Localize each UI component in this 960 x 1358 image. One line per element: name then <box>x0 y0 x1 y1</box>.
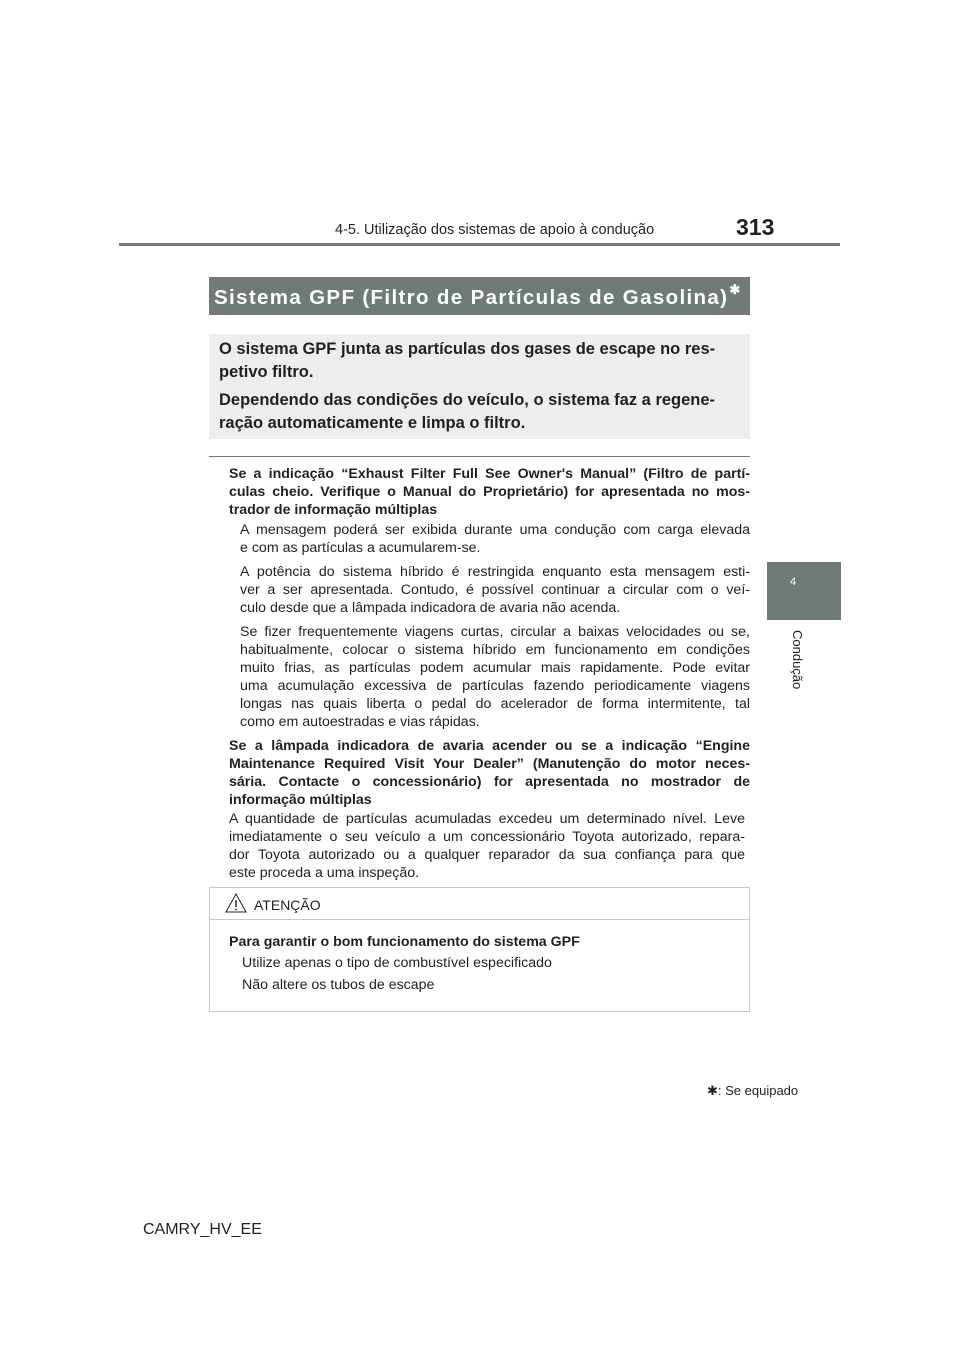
body-text-line: dor Toyota autorizado ou a qualquer reparador da sua confiança para que <box>229 847 745 863</box>
body-text-line: e com as partículas a acumularem-se. <box>240 540 481 556</box>
body-text-line: A quantidade de partículas acumuladas excedeu um determinado nível. Leve <box>229 811 745 827</box>
body-text-line: culo desde que a lâmpada indicadora de avaria não acenda. <box>240 600 621 616</box>
page-number: 313 <box>736 214 775 240</box>
warning-heading: Para garantir o bom funcionamento do sistema GPF <box>229 934 580 950</box>
body-text-line: muito frias, as partículas podem acumular mais rapidamente. Pode evitar <box>240 660 750 676</box>
intro-line: O sistema GPF junta as partículas dos gases de escape no res- <box>219 340 716 358</box>
body-text-line: ver a ser apresentada. Contudo, é possível continuar a circular com o veí- <box>240 582 750 598</box>
footnote <box>707 1083 798 1099</box>
equipped-marker-icon: ✱ <box>707 1083 718 1098</box>
warning-divider <box>210 919 749 920</box>
header-divider <box>119 243 840 246</box>
chapter-tab <box>767 562 841 620</box>
body-text-line: habitualmente, colocar o sistema híbrido em funcionamento em condições <box>240 642 750 658</box>
body-heading-line: Se a indicação “Exhaust Filter Full See Owner's Manual” (Filtro de partí- <box>229 466 750 482</box>
body-text-line: imediatamente o seu veículo a um concessionário Toyota autorizado, repara- <box>229 829 745 845</box>
document-code: CAMRY_HV_EE <box>143 1221 262 1238</box>
page-title-text: Sistema GPF (Filtro de Partículas de Gasolina) <box>214 286 729 309</box>
body-heading-line: informação múltiplas <box>229 792 372 808</box>
warning-item: Não altere os tubos de escape <box>242 977 435 993</box>
body-text-line: A mensagem poderá ser exibida durante uma condução com carga elevada <box>240 522 750 538</box>
body-heading-line: culas cheio. Verifique o Manual do Proprietário) for apresentada no mos- <box>229 484 750 500</box>
intro-line: Dependendo das condições do veículo, o sistema faz a regene- <box>219 391 716 409</box>
body-heading-line: sária. Contacte o concessionário) for apresentada no mostrador de <box>229 774 750 790</box>
warning-label: ATENÇÃO <box>254 897 321 913</box>
warning-item: Utilize apenas o tipo de combustível especificado <box>242 955 552 971</box>
chapter-label: Condução <box>790 630 805 690</box>
intro-line: petivo filtro. <box>219 363 314 381</box>
body-text-line: uma acumulação excessiva de partículas fazendo periodicamente viagens <box>240 678 750 694</box>
intro-line: ração automaticamente e limpa o filtro. <box>219 414 526 432</box>
body-text-line: A potência do sistema híbrido é restringida enquanto esta mensagem esti- <box>240 564 750 580</box>
warning-triangle-icon <box>225 893 247 913</box>
body-text-line: Se fizer frequentemente viagens curtas, circular a baixas velocidades ou se, <box>240 624 750 640</box>
body-text-line: como em autoestradas e vias rápidas. <box>240 714 480 730</box>
section-heading: 4-5. Utilização dos sistemas de apoio à condução <box>335 222 655 238</box>
chapter-tab-number: 4 <box>790 576 797 588</box>
equipped-marker-icon: ✱ <box>729 282 742 297</box>
body-text-line: este proceda a uma inspeção. <box>229 865 420 881</box>
page-title <box>214 282 742 310</box>
body-text-line: longas nas quais liberta o pedal do acelerador de forma intermitente, tal <box>240 696 750 712</box>
section-divider <box>209 456 750 457</box>
body-heading-line: Se a lâmpada indicadora de avaria acender ou se a indicação “Engine <box>229 738 750 754</box>
body-heading-line: Maintenance Required Visit Your Dealer” (Manutenção do motor neces- <box>229 756 750 772</box>
footnote-text: : Se equipado <box>717 1083 799 1098</box>
body-heading-line: trador de informação múltiplas <box>229 502 438 518</box>
